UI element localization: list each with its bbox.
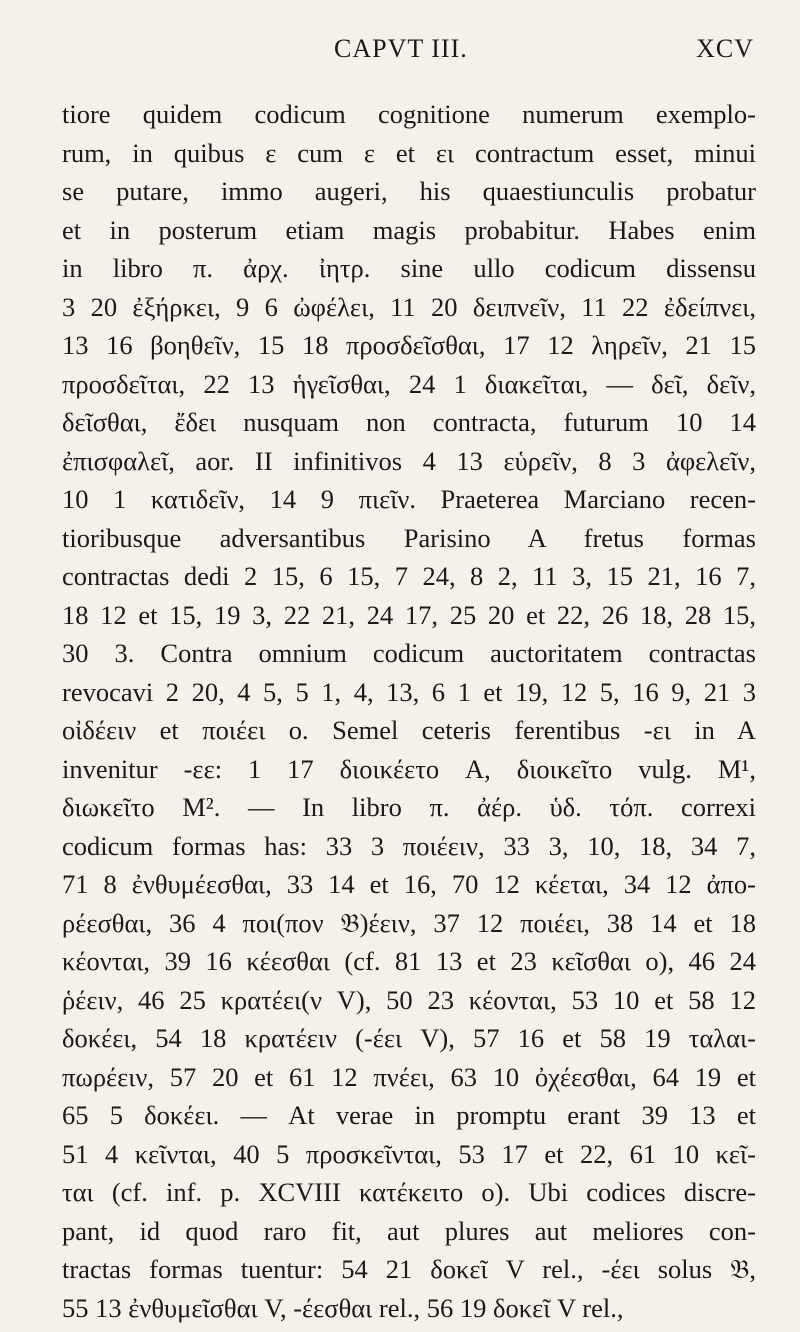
text-line: 51 4 κεῖνται, 40 5 προσκεῖνται, 53 17 et 22, 61 10 κεῖ- <box>62 1138 756 1169</box>
body-text <box>62 95 756 1327</box>
text-line: 65 5 δοκέει. — At verae in promptu erant 39 13 et <box>62 1100 756 1130</box>
text-line: δεῖσθαι, ἔδει nusquam non contracta, futurum 10 14 <box>62 407 756 437</box>
text-line: κέονται, 39 16 κέεσθαι (cf. 81 13 et 23 κεῖσθαι o), 46 24 <box>62 946 756 976</box>
text-line: tioribusque adversantibus Parisino A fretus formas <box>62 522 756 553</box>
page-header <box>64 34 754 74</box>
text-line: rum, in quibus ε cum ε et ει contractum esset, minui <box>62 137 756 168</box>
text-line: tractas formas tuentur: 54 21 δοκεῖ V rel., -έει solus 𝔅, <box>62 1254 756 1284</box>
text-line: 3 20 ἐξήρκει, 9 6 ὠφέλει, 11 20 δειπνεῖν, 11 22 ἐδείπνει, <box>62 291 756 322</box>
text-line: pant, id quod raro fit, aut plures aut meliores con- <box>62 1215 756 1246</box>
text-line: 30 3. Contra omnium codicum auctoritatem contractas <box>62 638 756 668</box>
text-line: revocavi 2 20, 4 5, 5 1, 4, 13, 6 1 et 19, 12 5, 16 9, 21 3 <box>62 676 756 707</box>
text-line: invenitur -εε: 1 17 διοικέετο A, διοικεῖτο vulg. M¹, <box>62 753 756 784</box>
text-line: contractas dedi 2 15, 6 15, 7 24, 8 2, 11 3, 15 21, 16 7, <box>62 561 756 591</box>
text-line: πωρέειν, 57 20 et 61 12 πνέει, 63 10 ὀχέεσθαι, 64 19 et <box>62 1061 756 1092</box>
text-line: codicum formas has: 33 3 ποιέειν, 33 3, 10, 18, 34 7, <box>62 830 756 861</box>
text-line: et in posterum etiam magis probabitur. Habes enim <box>62 214 756 245</box>
text-line: οἰδέειν et ποιέει o. Semel ceteris ferentibus -ει in A <box>62 715 756 745</box>
text-line: in libro π. ἀρχ. ἰητρ. sine ullo codicum dissensu <box>62 253 756 283</box>
running-head: CAPVT III. <box>334 34 468 63</box>
text-line: 18 12 et 15, 19 3, 22 21, 24 17, 25 20 et 22, 26 18, 28 15, <box>62 599 756 630</box>
text-line: se putare, immo augeri, his quaestiunculis probatur <box>62 176 756 206</box>
text-line: ἐπισφαλεῖ, aor. II infinitivos 4 13 εὑρεῖν, 8 3 ἀφελεῖν, <box>62 445 756 476</box>
text-line: 71 8 ἐνθυμέεσθαι, 33 14 et 16, 70 12 κέεται, 34 12 ἀπο- <box>62 869 756 899</box>
text-line: 55 13 ἐνθυμεῖσθαι V, -έεσθαι rel., 56 19 δοκεῖ V rel., <box>62 1292 624 1323</box>
text-line: δοκέει, 54 18 κρατέειν (-έει V), 57 16 et 58 19 ταλαι- <box>62 1023 756 1053</box>
text-line: προσδεῖται, 22 13 ἡγεῖσθαι, 24 1 διακεῖται, — δεῖ, δεῖν, <box>62 368 756 399</box>
text-line: ῥέειν, 46 25 κρατέει(ν V), 50 23 κέονται, 53 10 et 58 12 <box>62 984 756 1015</box>
text-line: διωκεῖτο M². — In libro π. ἀέρ. ὑδ. τόπ. correxi <box>62 792 756 822</box>
text-line: ρέεσθαι, 36 4 ποι(πον 𝔅)έειν, 37 12 ποιέει, 38 14 et 18 <box>62 907 756 938</box>
text-line: ται (cf. inf. p. XCVIII κατέκειτο o). Ubi codices discre- <box>62 1177 756 1207</box>
text-line: 10 1 κατιδεῖν, 14 9 πιεῖν. Praeterea Marciano recen- <box>62 484 756 514</box>
page-number: XCV <box>696 34 754 63</box>
text-line: tiore quidem codicum cognitione numerum exemplo- <box>62 99 756 129</box>
text-line: 13 16 βοηθεῖν, 15 18 προσδεῖσθαι, 17 12 ληρεῖν, 21 15 <box>62 330 756 360</box>
